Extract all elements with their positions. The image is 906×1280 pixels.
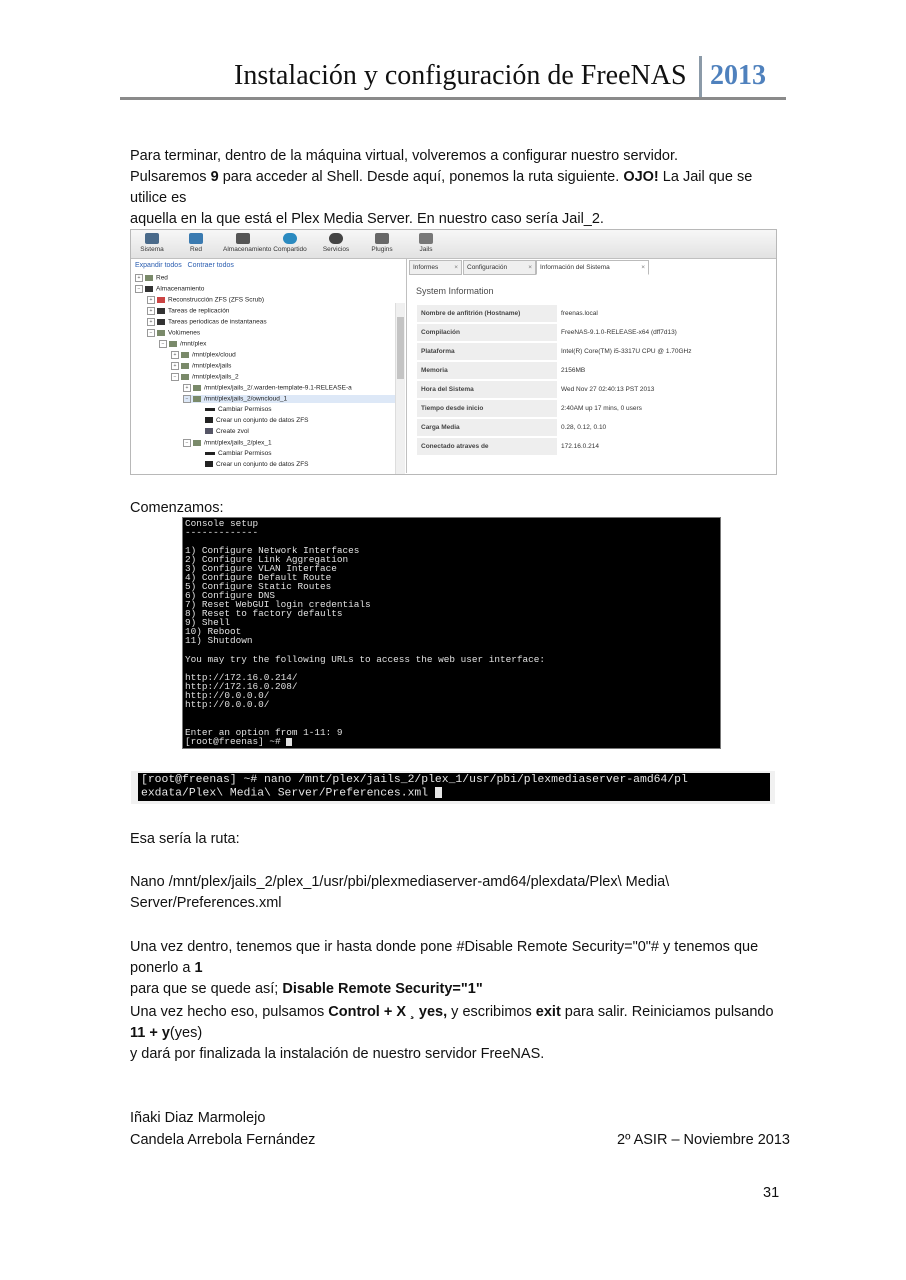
expand-all-link[interactable]: Expandir todos [135,262,182,269]
info-row: Conectado atraves de 172.16.0.214 [417,438,774,455]
info-row: Tiempo desde inicio 2:40AM up 17 mins, 0 users [417,400,774,417]
console-line: 4) Configure Default Route [185,572,332,583]
route-path: Nano /mnt/plex/jails_2/plex_1/usr/pbi/plexmediaserver-amd64/plexdata/Plex\ Media\ Server/Preferences.xml [130,874,670,911]
tab-informacion-sistema[interactable]: Información del Sistema × [536,260,649,275]
console-line: Console setup [185,518,259,529]
tab-informes[interactable]: Informes × [409,260,462,275]
intro-line-2: Pulsaremos 9 para acceder al Shell. Desde aquí, ponemos la ruta siguiente. OJO! La Jail que se utilice es [130,169,753,206]
info-row: Compilación FreeNAS-9.1.0-RELEASE-x64 (dff7d13) [417,324,774,341]
command-terminal [138,773,770,801]
console-line: 11) Shutdown [185,635,253,646]
close-icon: × [641,264,645,271]
console-line: You may try the following URLs to access the web user interface: [185,654,546,665]
tree-item[interactable]: Cambiar Permisos [205,406,271,413]
jails-icon [419,233,433,244]
tree-vertical-scrollbar[interactable] [395,303,405,475]
freenas-screenshot [130,229,777,475]
key-icon [205,408,215,411]
console-line: ------------- [185,527,259,538]
footer-author-2: Candela Arrebola Fernández [130,1132,316,1148]
toolbar-almacenamiento[interactable]: Almacenamiento [223,233,263,253]
info-row: Memoria 2156MB [417,362,774,379]
tree-item[interactable]: + /mnt/plex/jails_2/.warden-template-9.1-RELEASE-a [183,384,352,392]
console-line: http://172.16.0.214/ [185,672,298,683]
tree-item[interactable]: Crear un conjunto de datos ZFS [205,461,309,468]
console-line: 8) Reset to factory defaults [185,608,343,619]
toolbar-jails[interactable]: Jails [412,233,440,253]
intro-line-1: Para terminar, dentro de la máquina virtual, volveremos a configurar nuestro servidor. [130,148,679,164]
cursor [286,738,292,746]
freenas-toolbar [131,230,776,259]
info-row: Carga Media 0.28, 0.12, 0.10 [417,419,774,436]
console-line: http://0.0.0.0/ [185,699,270,710]
close-icon: × [454,264,458,271]
console-line: http://172.16.0.208/ [185,681,298,692]
comenzamos-label: Comenzamos: [130,500,224,516]
tree-item[interactable]: − /mnt/plex/jails_2/plex_1 [183,439,272,447]
close-icon: × [528,264,532,271]
disable-security-paragraph: Una vez dentro, tenemos que ir hasta donde pone #Disable Remote Security="0"# y tenemos que ponerlo a 1 para que se quede así; Disable Remote Security="1" [130,939,759,997]
toolbar-red[interactable]: Red [179,233,213,253]
system-icon [145,233,159,244]
tab-configuracion[interactable]: Configuración × [463,260,536,275]
console-line: 7) Reset WebGUI login credentials [185,599,371,610]
network-icon [189,233,203,244]
toolbar-servicios[interactable]: Servicios [316,233,356,253]
tree-item-selected[interactable]: − /mnt/plex/jails_2/owncloud_1 [183,395,395,403]
command-line-2: exdata/Plex\ Media\ Server/Preferences.xml [141,787,442,801]
services-icon [329,233,343,244]
tree-item[interactable]: − /mnt/plex/jails_2 [171,373,239,381]
info-row: Plataforma Intel(R) Core(TM) i5-3317U CPU @ 1.70GHz [417,343,774,360]
tree-links [135,262,234,269]
share-icon [283,233,297,244]
console-line: 10) Reboot [185,626,242,637]
info-row: Hora del Sistema Wed Nov 27 02:40:13 PST 2013 [417,381,774,398]
header-divider [699,56,702,98]
intro-paragraph [130,146,780,230]
page-number: 31 [763,1185,780,1201]
storage-icon [236,233,250,244]
console-line: http://0.0.0.0/ [185,690,270,701]
console-line: Enter an option from 1-11: 9 [185,727,343,738]
toolbar-plugins[interactable]: Plugins [364,233,400,253]
tree-item[interactable]: Crear un conjunto de datos ZFS [205,417,309,424]
header-year: 2013 [710,60,766,91]
console-line: 3) Configure VLAN Interface [185,563,337,574]
tree-item[interactable]: Create zvol [205,428,249,435]
info-row: Nombre de anfitrión (Hostname) freenas.local [417,305,774,322]
header-rule [120,97,786,100]
tree-item[interactable]: − Almacenamiento [135,285,204,293]
console-line: 5) Configure Static Routes [185,581,332,592]
tree-item[interactable]: − /mnt/plex [159,340,206,348]
command-screenshot [131,771,775,804]
tree-pane [131,259,407,473]
tree-item[interactable]: − Volúmenes [147,329,200,337]
exit-paragraph: Una vez hecho eso, pulsamos Control + X ¸ yes, y escribimos exit para salir. Reiniciamos pulsando 11 + y(yes) y dará por finalizada la instalación de nuestro servidor FreeNAS. [130,1004,774,1062]
console-line: 6) Configure DNS [185,590,276,601]
tree-item[interactable]: + /mnt/plex/jails [171,362,231,370]
tree-item[interactable]: + Tareas periodicas de instantaneas [147,318,267,326]
console-line: 2) Configure Link Aggregation [185,554,349,565]
key-icon [205,452,215,455]
tree-item[interactable]: + /mnt/plex/cloud [171,351,236,359]
command-line-1: [root@freenas] ~# nano /mnt/plex/jails_2/plex_1/usr/pbi/plexmediaserver-amd64/pl [141,774,688,786]
plugins-icon [375,233,389,244]
tree-item[interactable]: + Reconstrucción ZFS (ZFS Scrub) [147,296,264,304]
console-line: 9) Shell [185,617,231,628]
document-title: Instalación y configuración de FreeNAS [234,60,687,91]
tree-item[interactable]: Cambiar Permisos [205,450,271,457]
tree-item[interactable]: + Red [135,274,168,282]
footer-author-1: Iñaki Diaz Marmolejo [130,1110,266,1126]
footer-course: 2º ASIR – Noviembre 2013 [617,1132,790,1148]
intro-line-3: aquella en la que está el Plex Media Server. En nuestro caso sería Jail_2. [130,211,604,227]
toolbar-compartido[interactable]: Compartido [270,233,310,253]
tree-item[interactable]: + Tareas de replicación [147,307,229,315]
route-label: Esa sería la ruta: [130,831,240,847]
toolbar-sistema[interactable]: Sistema [135,233,169,253]
system-information-title: System Information [416,286,494,296]
console-prompt[interactable]: [root@freenas] ~# [185,737,292,746]
console-screenshot [182,517,721,749]
collapse-all-link[interactable]: Contraer todos [187,262,234,269]
console-line: 1) Configure Network Interfaces [185,545,360,556]
